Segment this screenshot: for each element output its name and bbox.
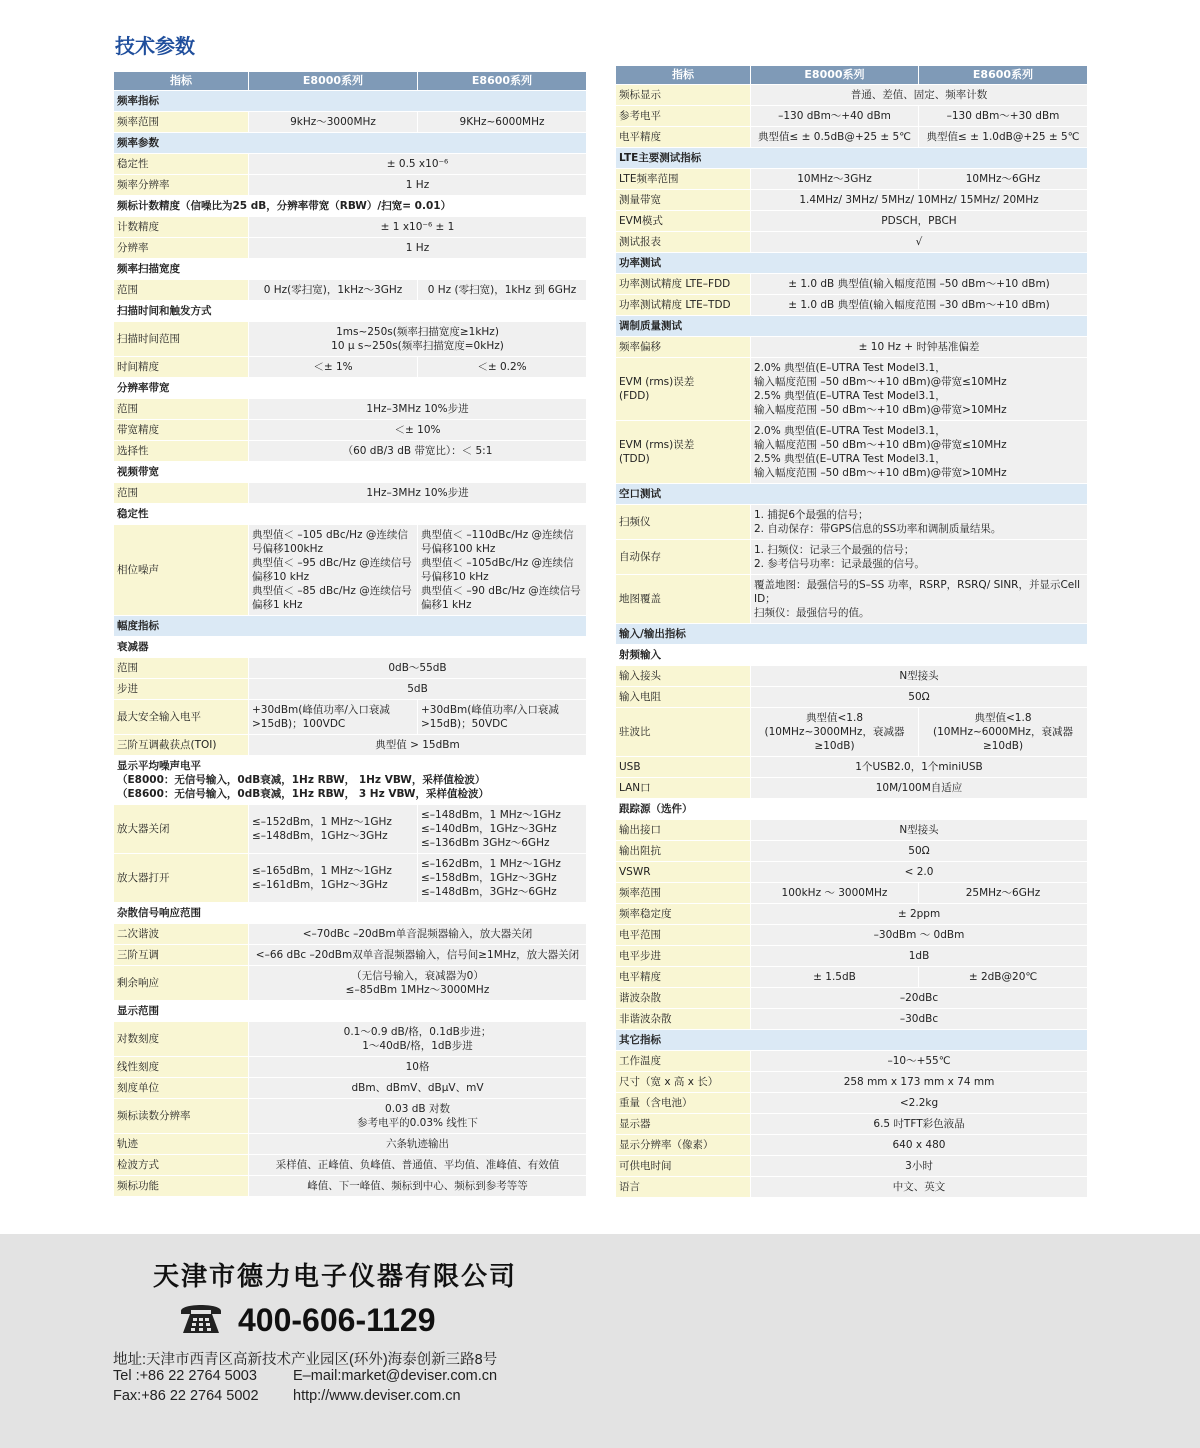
row-value: 典型值≤ ± 0.5dB@+25 ± 5℃ — [751, 127, 919, 148]
row-value: –10～+55℃ — [751, 1051, 1088, 1072]
section-header: 杂散信号响应范围 — [114, 903, 587, 924]
row-label: 相位噪声 — [114, 525, 249, 616]
row-value: 258 mm x 173 mm x 74 mm — [751, 1072, 1088, 1093]
row-value: 10MHz～6GHz — [919, 169, 1088, 190]
row-label: 显示器 — [616, 1114, 751, 1135]
row-value: N型接头 — [751, 666, 1088, 687]
table-row — [616, 316, 1088, 337]
row-value: 100kHz ～ 3000MHz — [751, 883, 919, 904]
row-value: 0 Hz (零扫宽)，1kHz 到 6GHz — [418, 280, 587, 301]
row-label: 三阶互调截获点(TOI) — [114, 735, 249, 756]
row-label: 驻波比 — [616, 708, 751, 757]
section-header: 空口测试 — [616, 484, 1088, 505]
table-row — [616, 1156, 1088, 1177]
table-row — [616, 1072, 1088, 1093]
row-label: 线性刻度 — [114, 1057, 249, 1078]
row-label: USB — [616, 757, 751, 778]
table-row — [114, 462, 587, 483]
section-header: 射频输入 — [616, 645, 1088, 666]
table-row — [616, 232, 1088, 253]
phone-number: 400-606-1129 — [238, 1301, 436, 1338]
row-value: ＜± 1% — [249, 357, 418, 378]
table-row — [114, 658, 587, 679]
section-header: 幅度指标 — [114, 616, 587, 637]
row-label: LTE频率范围 — [616, 169, 751, 190]
table-row — [616, 645, 1088, 666]
row-value: 1. 扫频仪：记录三个最强的信号； 2. 参考信号功率：记录最强的信号。 — [751, 540, 1088, 575]
row-label: 可供电时间 — [616, 1156, 751, 1177]
table-row — [616, 575, 1088, 624]
row-value: –20dBc — [751, 988, 1088, 1009]
table-row — [114, 196, 587, 217]
section-header: 扫描时间和触发方式 — [114, 301, 587, 322]
row-value: 典型值<1.8 (10MHz~6000MHz，衰减器≥10dB) — [919, 708, 1088, 757]
row-label: 输入电阻 — [616, 687, 751, 708]
table-row — [616, 1135, 1088, 1156]
table-row — [616, 820, 1088, 841]
row-value: 1ms~250s(频率扫描宽度≥1kHz) 10 μ s~250s(频率扫描宽度=0kHz) — [249, 322, 587, 357]
row-value: 1dB — [751, 946, 1088, 967]
table-row — [114, 525, 587, 616]
row-label: 选择性 — [114, 441, 249, 462]
row-label: 分辨率 — [114, 238, 249, 259]
row-value: ± 0.5 x10⁻⁶ — [249, 154, 587, 175]
row-label: 电平范围 — [616, 925, 751, 946]
table-row — [114, 301, 587, 322]
table-row — [616, 358, 1088, 421]
row-value: dBm、dBmV、dBμV、mV — [249, 1078, 587, 1099]
row-value: 640 x 480 — [751, 1135, 1088, 1156]
section-header: 其它指标 — [616, 1030, 1088, 1051]
table-row — [616, 1177, 1088, 1198]
row-label: 频率分辨率 — [114, 175, 249, 196]
row-label: 工作温度 — [616, 1051, 751, 1072]
telephone-icon — [178, 1299, 224, 1341]
row-label: 尺寸（宽 x 高 x 长） — [616, 1072, 751, 1093]
row-label: 输出接口 — [616, 820, 751, 841]
row-label: 测量带宽 — [616, 190, 751, 211]
left-table-header — [114, 72, 587, 91]
table-row — [616, 841, 1088, 862]
row-label: 对数刻度 — [114, 1022, 249, 1057]
row-label: LAN口 — [616, 778, 751, 799]
table-row — [616, 946, 1088, 967]
table-row — [114, 259, 587, 280]
row-value: <–66 dBc –20dBm双单音混频器输入，信号间≥1MHz，放大器关闭 — [249, 945, 587, 966]
section-header: 分辨率带宽 — [114, 378, 587, 399]
right-spec-table — [615, 65, 1088, 1198]
section-header: 稳定性 — [114, 504, 587, 525]
tel: Tel :+86 22 2764 5003 — [113, 1368, 257, 1384]
section-header: 视频带宽 — [114, 462, 587, 483]
table-row — [616, 778, 1088, 799]
row-value: <2.2kg — [751, 1093, 1088, 1114]
row-label: 参考电平 — [616, 106, 751, 127]
table-row — [114, 483, 587, 504]
row-value: +30dBm(峰值功率/入口衰减>15dB)；100VDC — [249, 700, 418, 735]
row-value: 2.0% 典型值(E–UTRA Test Model3.1， 输入幅度范围 –50 dBm～+10 dBm)@带宽≤10MHz 2.5% 典型值(E–UTRA Test Model3.1， 输入幅度范围 –50 dBm～+10 dBm)@带宽>10MHz — [751, 358, 1088, 421]
row-value: 0.03 dB 对数 参考电平的0.03% 线性下 — [249, 1099, 587, 1134]
row-value: 2.0% 典型值(E–UTRA Test Model3.1， 输入幅度范围 –50 dBm～+10 dBm)@带宽≤10MHz 2.5% 典型值(E–UTRA Test Model3.1， 输入幅度范围 –50 dBm～+10 dBm)@带宽>10MHz — [751, 421, 1088, 484]
row-label: 输入接头 — [616, 666, 751, 687]
row-label: 范围 — [114, 658, 249, 679]
row-label: 放大器打开 — [114, 854, 249, 903]
table-row — [114, 112, 587, 133]
row-label: 带宽精度 — [114, 420, 249, 441]
row-value: 5dB — [249, 679, 587, 700]
table-row — [114, 357, 587, 378]
row-value: 1.4MHz/ 3MHz/ 5MHz/ 10MHz/ 15MHz/ 20MHz — [751, 190, 1088, 211]
table-row — [114, 1078, 587, 1099]
table-row — [114, 1134, 587, 1155]
row-value: 10M/100M自适应 — [751, 778, 1088, 799]
table-row — [114, 924, 587, 945]
row-value: 25MHz～6GHz — [919, 883, 1088, 904]
table-row — [114, 504, 587, 525]
row-value: 典型值<1.8 (10MHz~3000MHz，衰减器≥10dB) — [751, 708, 919, 757]
table-row — [616, 127, 1088, 148]
table-row — [114, 238, 587, 259]
row-label: 范围 — [114, 280, 249, 301]
row-value: 1. 捕捉6个最强的信号； 2. 自动保存：带GPS信息的SS功率和调制质量结果。 — [751, 505, 1088, 540]
table-row — [114, 378, 587, 399]
table-row — [616, 1051, 1088, 1072]
row-label: 频标显示 — [616, 85, 751, 106]
table-row — [114, 966, 587, 1001]
row-value: ± 2ppm — [751, 904, 1088, 925]
table-row — [616, 799, 1088, 820]
row-value: 1 Hz — [249, 175, 587, 196]
row-value: PDSCH，PBCH — [751, 211, 1088, 232]
section-header: 跟踪源（选件） — [616, 799, 1088, 820]
table-row — [114, 735, 587, 756]
row-value: +30dBm(峰值功率/入口衰减>15dB)；50VDC — [418, 700, 587, 735]
row-value: 50Ω — [751, 687, 1088, 708]
row-value: ± 2dB@20℃ — [919, 967, 1088, 988]
row-value: 采样值、正峰值、负峰值、普通值、平均值、准峰值、有效值 — [249, 1155, 587, 1176]
table-row — [616, 505, 1088, 540]
row-label: 频率范围 — [114, 112, 249, 133]
section-header: 显示范围 — [114, 1001, 587, 1022]
row-label: 最大安全输入电平 — [114, 700, 249, 735]
row-label: 剩余响应 — [114, 966, 249, 1001]
row-label: 频标读数分辨率 — [114, 1099, 249, 1134]
row-value: 1个USB2.0，1个miniUSB — [751, 757, 1088, 778]
table-row — [616, 106, 1088, 127]
row-value: N型接头 — [751, 820, 1088, 841]
table-row — [114, 854, 587, 903]
table-row — [616, 666, 1088, 687]
row-value: 覆盖地图：最强信号的S–SS 功率，RSRP，RSRQ/ SINR，并显示Cell ID； 扫频仪：最强信号的值。 — [751, 575, 1088, 624]
table-row — [616, 687, 1088, 708]
table-row — [114, 1057, 587, 1078]
row-value: ± 1 x10⁻⁶ ± 1 — [249, 217, 587, 238]
table-row — [114, 399, 587, 420]
row-label: 频率稳定度 — [616, 904, 751, 925]
tel-email-line — [113, 1368, 497, 1384]
row-value: ± 10 Hz + 时钟基准偏差 — [751, 337, 1088, 358]
row-value: ＜± 0.2% — [418, 357, 587, 378]
row-label: 自动保存 — [616, 540, 751, 575]
row-label: 范围 — [114, 483, 249, 504]
row-label: 扫频仪 — [616, 505, 751, 540]
row-value: 10格 — [249, 1057, 587, 1078]
row-value: √ — [751, 232, 1088, 253]
row-value: –30dBc — [751, 1009, 1088, 1030]
table-row — [114, 175, 587, 196]
fax-web-line — [113, 1388, 461, 1404]
email-link[interactable]: E–mail:market@deviser.com.cn — [293, 1368, 498, 1384]
row-value: 普通、差值、固定、频率计数 — [751, 85, 1088, 106]
table-row — [616, 295, 1088, 316]
section-header: 输入/输出指标 — [616, 624, 1088, 645]
row-label: 语言 — [616, 1177, 751, 1198]
header-cell: 指标 — [616, 66, 751, 85]
section-header: 功率测试 — [616, 253, 1088, 274]
table-row — [114, 700, 587, 735]
table-row — [616, 1030, 1088, 1051]
table-row — [114, 679, 587, 700]
table-row — [114, 805, 587, 854]
row-label: 步进 — [114, 679, 249, 700]
table-row — [616, 540, 1088, 575]
section-header: 频率扫描宽度 — [114, 259, 587, 280]
table-row — [114, 133, 587, 154]
section-header: LTE主要测试指标 — [616, 148, 1088, 169]
row-label: 范围 — [114, 399, 249, 420]
table-row — [616, 925, 1088, 946]
row-value: 典型值 > 15dBm — [249, 735, 587, 756]
footer — [0, 1234, 1200, 1448]
row-label: 电平精度 — [616, 967, 751, 988]
table-row — [616, 484, 1088, 505]
row-value: 0.1～0.9 dB/格，0.1dB步进； 1～40dB/格，1dB步进 — [249, 1022, 587, 1057]
table-row — [114, 756, 587, 805]
table-row — [616, 253, 1088, 274]
row-label: 重量（含电池） — [616, 1093, 751, 1114]
row-value: ± 1.0 dB 典型值(输入幅度范围 –50 dBm～+10 dBm) — [751, 274, 1088, 295]
row-label: 测试报表 — [616, 232, 751, 253]
row-label: 非谐波杂散 — [616, 1009, 751, 1030]
table-row — [114, 637, 587, 658]
table-row — [114, 322, 587, 357]
row-value: –130 dBm～+40 dBm — [751, 106, 919, 127]
row-value: ≤–148dBm，1 MHz～1GHz ≤–140dBm，1GHz～3GHz ≤–136dBm 3GHz～6GHz — [418, 805, 587, 854]
row-label: 电平步进 — [616, 946, 751, 967]
address: 地址:天津市西青区高新技术产业园区(环外)海泰创新三路8号 — [113, 1352, 498, 1368]
section-header: 显示平均噪声电平 （E8000：无信号输入，0dB衰减，1Hz RBW， 1Hz VBW，采样值检波） （E8600：无信号输入，0dB衰减，1Hz RBW， 3 Hz VBW，采样值检波） — [114, 756, 587, 805]
table-row — [616, 274, 1088, 295]
row-label: 放大器关闭 — [114, 805, 249, 854]
table-row — [616, 169, 1088, 190]
row-value: 10MHz～3GHz — [751, 169, 919, 190]
row-label: 二次谐波 — [114, 924, 249, 945]
row-label: 稳定性 — [114, 154, 249, 175]
row-value: –30dBm ～ 0dBm — [751, 925, 1088, 946]
header-cell: 指标 — [114, 72, 249, 91]
table-row — [616, 1093, 1088, 1114]
row-value: 50Ω — [751, 841, 1088, 862]
row-value: 9KHz~6000MHz — [418, 112, 587, 133]
table-row — [616, 211, 1088, 232]
row-label: 计数精度 — [114, 217, 249, 238]
table-row — [114, 154, 587, 175]
section-header: 频率参数 — [114, 133, 587, 154]
row-value: ≤–152dBm，1 MHz～1GHz ≤–148dBm，1GHz～3GHz — [249, 805, 418, 854]
row-value: 0dB～55dB — [249, 658, 587, 679]
table-row — [114, 1099, 587, 1134]
section-header: 调制质量测试 — [616, 316, 1088, 337]
row-label: 刻度单位 — [114, 1078, 249, 1099]
company-name: 天津市德力电子仪器有限公司 — [153, 1262, 518, 1292]
table-row — [616, 190, 1088, 211]
website-link[interactable]: http://www.deviser.com.cn — [293, 1388, 461, 1404]
row-value: 典型值≤ ± 1.0dB@+25 ± 5℃ — [919, 127, 1088, 148]
row-value: ± 1.5dB — [751, 967, 919, 988]
row-value: 典型值＜ –105 dBc/Hz @连续信号偏移100kHz 典型值＜ –95 dBc/Hz @连续信号偏移10 kHz 典型值＜ –85 dBc/Hz @连续信号偏移1 kHz — [249, 525, 418, 616]
table-row — [616, 904, 1088, 925]
table-row — [616, 883, 1088, 904]
table-row — [616, 862, 1088, 883]
table-row — [616, 624, 1088, 645]
table-row — [114, 945, 587, 966]
row-value: ≤–162dBm，1 MHz～1GHz ≤–158dBm，1GHz～3GHz ≤–148dBm，3GHz～6GHz — [418, 854, 587, 903]
row-value: 典型值＜ –110dBc/Hz @连续信号偏移100 kHz 典型值＜ –105dBc/Hz @连续信号偏移10 kHz 典型值＜ –90 dBc/Hz @连续信号偏移1 kHz — [418, 525, 587, 616]
row-label: 频率范围 — [616, 883, 751, 904]
fax: Fax:+86 22 2764 5002 — [113, 1388, 259, 1404]
row-label: 显示分辨率（像素） — [616, 1135, 751, 1156]
right-table-header — [616, 66, 1088, 85]
header-cell: E8600系列 — [919, 66, 1088, 85]
section-header: 频标计数精度（信噪比为25 dB，分辨率带宽（RBW）/扫宽= 0.01） — [114, 196, 587, 217]
table-row — [616, 708, 1088, 757]
row-label: 扫描时间范围 — [114, 322, 249, 357]
table-row — [616, 757, 1088, 778]
row-value: –130 dBm～+30 dBm — [919, 106, 1088, 127]
row-value: 9kHz～3000MHz — [249, 112, 418, 133]
table-row — [114, 280, 587, 301]
row-label: 电平精度 — [616, 127, 751, 148]
row-label: VSWR — [616, 862, 751, 883]
row-label: 频标功能 — [114, 1176, 249, 1197]
row-label: 检波方式 — [114, 1155, 249, 1176]
header-cell: E8600系列 — [418, 72, 587, 91]
row-value: <–70dBc –20dBm单音混频器输入，放大器关闭 — [249, 924, 587, 945]
row-value: （无信号输入，衰减器为0） ≤–85dBm 1MHz～3000MHz — [249, 966, 587, 1001]
section-header: 衰减器 — [114, 637, 587, 658]
table-row — [616, 148, 1088, 169]
table-row — [114, 217, 587, 238]
table-row — [114, 616, 587, 637]
table-row — [616, 85, 1088, 106]
table-row — [114, 1155, 587, 1176]
table-row — [114, 1176, 587, 1197]
row-value: 峰值、下一峰值、频标到中心、频标到参考等等 — [249, 1176, 587, 1197]
table-row — [616, 988, 1088, 1009]
row-label: 三阶互调 — [114, 945, 249, 966]
row-label: 功率测试精度 LTE–TDD — [616, 295, 751, 316]
row-value: ＜± 10% — [249, 420, 587, 441]
row-value: 3小时 — [751, 1156, 1088, 1177]
row-value: 1Hz–3MHz 10%步进 — [249, 399, 587, 420]
row-value: 6.5 吋TFT彩色液晶 — [751, 1114, 1088, 1135]
row-label: EVM (rms)误差 (FDD) — [616, 358, 751, 421]
row-value: 0 Hz(零扫宽)，1kHz～3GHz — [249, 280, 418, 301]
row-value: 1 Hz — [249, 238, 587, 259]
row-value: ≤–165dBm，1 MHz～1GHz ≤–161dBm，1GHz～3GHz — [249, 854, 418, 903]
table-row — [114, 903, 587, 924]
table-row — [114, 441, 587, 462]
row-value: 六条轨迹输出 — [249, 1134, 587, 1155]
page-title: 技术参数 — [115, 34, 195, 58]
left-spec-table — [113, 71, 587, 1197]
row-value: ± 1.0 dB 典型值(输入幅度范围 –30 dBm～+10 dBm) — [751, 295, 1088, 316]
table-row — [114, 1022, 587, 1057]
table-row — [616, 1009, 1088, 1030]
header-cell: E8000系列 — [249, 72, 418, 91]
table-row — [616, 967, 1088, 988]
row-label: 输出阻抗 — [616, 841, 751, 862]
table-row — [616, 421, 1088, 484]
phone-block — [178, 1300, 436, 1340]
table-row — [114, 420, 587, 441]
table-row — [114, 1001, 587, 1022]
row-label: 频率偏移 — [616, 337, 751, 358]
row-value: （60 dB/3 dB 带宽比）：＜ 5:1 — [249, 441, 587, 462]
section-header: 频率指标 — [114, 91, 587, 112]
table-row — [114, 91, 587, 112]
row-label: 轨迹 — [114, 1134, 249, 1155]
row-label: EVM (rms)误差 (TDD) — [616, 421, 751, 484]
row-label: 功率测试精度 LTE–FDD — [616, 274, 751, 295]
row-label: 谐波杂散 — [616, 988, 751, 1009]
row-label: 时间精度 — [114, 357, 249, 378]
table-row — [616, 337, 1088, 358]
table-row — [616, 1114, 1088, 1135]
row-label: 地图覆盖 — [616, 575, 751, 624]
row-value: 中文、英文 — [751, 1177, 1088, 1198]
row-value: < 2.0 — [751, 862, 1088, 883]
row-label: EVM模式 — [616, 211, 751, 232]
header-cell: E8000系列 — [751, 66, 919, 85]
row-value: 1Hz–3MHz 10%步进 — [249, 483, 587, 504]
